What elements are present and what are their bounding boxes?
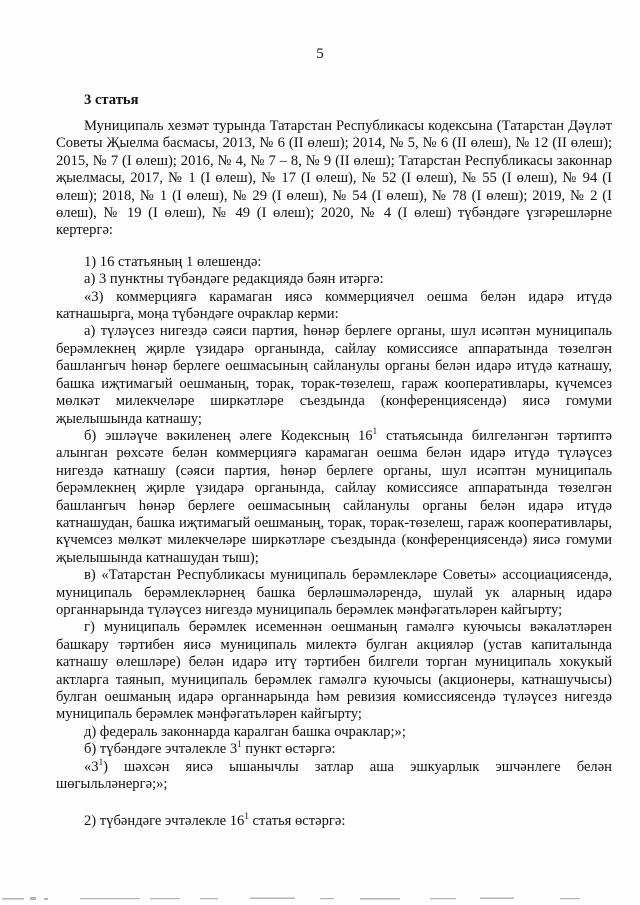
- subitem-b: б) эшләүче вәкиленең әлеге Кодексның $16^1$ статьясында билгеләнгән тәртиптә алынган рөхсәте белән коммерциягә карамаган оешма белән идарә итүдә түләүсез нигездә катнашу (сәяси партия, һөнәр берлеге органы, шул исәптән муниципаль берәмлекнең җирле үзидарә органында, сайлау комиссиясе аппаратында төзелгән башлангыч һөнәр берлеге оешмасының сайланулы органы белән идарә итүдә катнашудан, башка иҗтимагый оешманың, торак, торак-төзелеш, гараж кооперативлары, күчемсез мөлкәт милекчеләре ширкәтләре съездында (конференциясендә) яисә гомуми җыелышында катнашудан тыш);: [56, 425, 613, 566]
- item-1a-quote: «3) коммерциягә карамаган иясә коммерциячел оешма белән идарә итүдә катнашырга, моңа түбәндәге очраклар керми:: [56, 288, 612, 323]
- article-heading: 3 статья: [84, 92, 139, 108]
- spacer: [56, 793, 612, 813]
- page-number: 5: [316, 46, 324, 62]
- item-1b: б) түбәндәге эчтәлекле $3^1$ пункт өстәргә:: [84, 739, 336, 758]
- item-1a: а) 3 пунктны түбәндәге редакциядә бәян итәргә:: [84, 271, 384, 288]
- document-body: [56, 118, 612, 831]
- subitem-a: а) түләүсез нигездә сәяси партия, һөнәр берлеге органы, шул исәптән муниципаль берәмлекнең җирле үзидарә органында, сайлау комиссиясе аппаратында төзелгән башлангыч һөнәр берлеге оешмасының сайланулы органы белән идарә итүдә катнашу, башка иҗтимагый оешманың, торак, торак-төзелеш, гараж кооперативлары, күчемсез мөлкәт милекчеләре ширкәтләре съездында (конференциясендә) яисә гомуми җыелышында катнашу;: [56, 323, 612, 427]
- subitem-d: д) федераль законнарда каралган башка очраклар;»;: [84, 723, 406, 740]
- spacer: [56, 240, 612, 254]
- item-2: 2) түбәндәге эчтәлекле $16^1$ статья өстәргә:: [84, 811, 346, 830]
- subitem-g: г) муниципаль берәмлек исеменнән оешманың гамәлгә куючысы вәкаләтләрен башкару тәртибен яисә муниципаль милектә булган акцияләр (устав капиталында катнашу өлешләре) белән идарә итү тәртибен билгели торган муниципаль хокукый актларга таянып, муниципаль берәмлек гамәлгә куючысы (акционеры, катнашучысы) булган оешманың идарә органнарында һәм ревизия комиссиясендә түләүсез нигездә муниципаль берәмлек мәнфәгатьләрен кайгырту;: [56, 619, 612, 723]
- item-1b-quote: «$3^1$) шәхсән яисә ышанычлы затлар аша эшкуарлык эшчәнлеге белән шөгыльләнергә;»;: [56, 756, 612, 793]
- item-1: 1) 16 статьяның 1 өлешендә:: [84, 253, 262, 270]
- intro-paragraph: Муниципаль хезмәт турында Татарстан Республикасы кодексына (Татарстан Дәүләт Советы Җыелма басмасы, 2013, № 6 (II өлеш); 2014, № 5, № 6 (II өлеш), № 12 (II өлеш); 2015, № 7 (I өлеш); 2016, № 4, № 7 – 8, № 9 (II өлеш); Татарстан Республикасы законнар җыелмасы, 2017, № 1 (I өлеш), № 17 (I өлеш), № 52 (I өлеш), № 55 (I өлеш), № 94 (I өлеш); 2018, № 1 (I өлеш), № 29 (I өлеш), № 54 (I өлеш), № 78 (I өлеш); 2019, № 2 (I өлеш), № 19 (I өлеш), № 49 (I өлеш); 2020, № 4 (I өлеш) түбәндәге үзгәрешләрне кертергә:: [56, 118, 612, 239]
- subitem-v: в) «Татарстан Республикасы муниципаль берәмлекләре Советы» ассоциациясендә, муниципаль берәмлекләрнең башка берләшмәләрендә, шулай ук аларның идарә органнарында түләүсез нигездә муниципаль берәмлек мәнфәгатьләрен кайгырту;: [56, 567, 612, 618]
- scan-artifact-strip: [0, 895, 640, 903]
